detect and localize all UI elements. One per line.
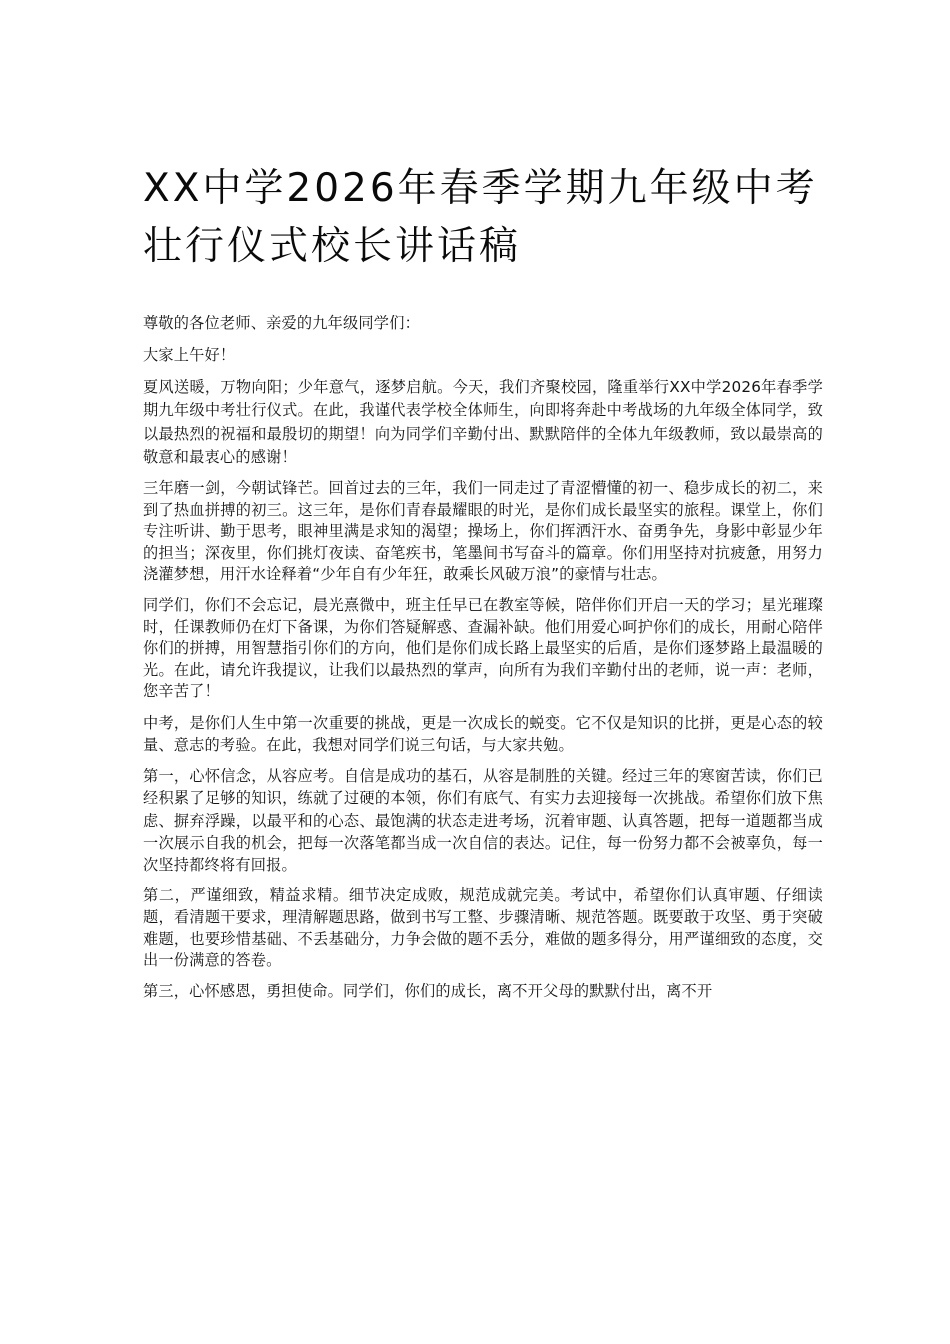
teachers-thanks-paragraph: 同学们，你们不会忘记，晨光熹微中，班主任早已在教室等候，陪伴你们开启一天的学习；星光璀璨时，任课教师仍在灯下备课，为你们答疑解惑、查漏补缺。他们用爱心呵护你们的成长，用耐心陪伴你们的拼搏，用智慧指引你们的方向，他们是你们成长路上最坚实的后盾，是你们逐梦路上最温暖的光。在此，请允许我提议，让我们以最热烈的掌声，向所有为我们辛勤付出的老师，说一声：老师，您辛苦了！ (143, 595, 823, 701)
document-title: XX中学2026年春季学期九年级中考壮行仪式校长讲话稿 (143, 166, 818, 269)
document-body (143, 313, 823, 1011)
exam-challenge-paragraph: 中考，是你们人生中第一次重要的挑战，更是一次成长的蜕变。它不仅是知识的比拼，更是心态的较量、意志的考验。在此，我想对同学们说三句话，与大家共勉。 (143, 713, 823, 754)
opening-paragraph: 夏风送暖，万物向阳；少年意气，逐梦启航。今天，我们齐聚校园，隆重举行XX中学2026年春季学期九年级中考壮行仪式。在此，我谨代表学校全体师生，向即将奔赴中考战场的九年级全体同学，致以最热烈的祝福和最殷切的期望！向为同学们辛勤付出、默默陪伴的全体九年级教师，致以最崇高的敬意和最衷心的感谢！ (143, 378, 823, 466)
three-years-paragraph: 三年磨一剑，今朝试锋芒。回首过去的三年，我们一同走过了青涩懵懂的初一、稳步成长的初二，来到了热血拼搏的初三。这三年，是你们青春最耀眼的时光，是你们成长最坚实的旅程。课堂上，你们专注听讲、勤于思考，眼神里满是求知的渴望；操场上，你们挥洒汗水、奋勇争先，身影中彰显少年的担当；深夜里，你们挑灯夜读、奋笔疾书，笔墨间书写奋斗的篇章。你们用坚持对抗疲惫，用努力浇灌梦想，用汗水诠释着“少年自有少年狂，敢乘长风破万浪”的豪情与壮志。 (143, 479, 823, 584)
first-point-paragraph: 第一，心怀信念，从容应考。自信是成功的基石，从容是制胜的关键。经过三年的寒窗苦读，你们已经积累了足够的知识，练就了过硬的本领，你们有底气、有实力去迎接每一次挑战。希望你们放下焦虑、摒弃浮躁，以最平和的心态、最饱满的状态走进考场，沉着审题、认真答题，把每一道题都当成一次展示自我的机会，把每一次落笔都当成一次自信的表达。记住，每一份努力都不会被辜负，每一次坚持都终将有回报。 (143, 766, 823, 875)
greeting-paragraph: 大家上午好！ (143, 345, 236, 364)
second-point-paragraph: 第二，严谨细致，精益求精。细节决定成败，规范成就完美。考试中，希望你们认真审题、仔细读题，看清题干要求，理清解题思路，做到书写工整、步骤清晰、规范答题。既要敢于攻坚、勇于突破难题，也要珍惜基础、不丢基础分，力争会做的题不丢分，难做的题多得分，用严谨细致的态度，交出一份满意的答卷。 (143, 886, 823, 970)
salutation-paragraph: 尊敬的各位老师、亲爱的九年级同学们： (143, 314, 420, 332)
third-point-paragraph: 第三，心怀感恩，勇担使命。同学们，你们的成长，离不开父母的默默付出，离不开 (143, 981, 713, 1000)
